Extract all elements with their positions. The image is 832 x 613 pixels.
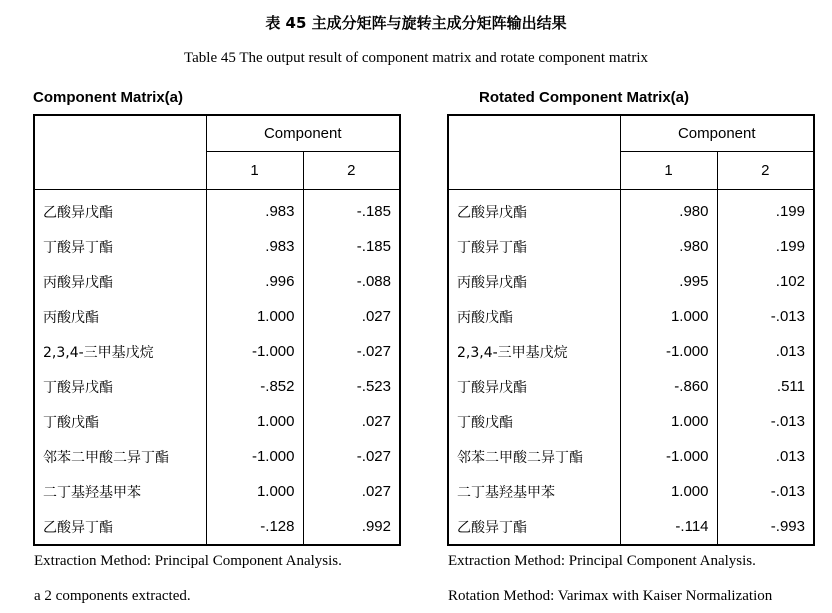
value-component-2: -.185 — [356, 238, 391, 255]
value-component-2: -.027 — [356, 448, 391, 465]
corner-cell — [34, 115, 206, 190]
value-component-2: -.185 — [356, 203, 391, 220]
component-matrix-body — [34, 190, 400, 546]
table-row — [448, 334, 814, 369]
row-label: 乙酸异丁酯 — [448, 509, 620, 545]
table-row — [448, 474, 814, 509]
row-label: 乙酸异丁酯 — [34, 509, 206, 545]
value-component-2: .013 — [775, 448, 805, 465]
table-row — [448, 509, 814, 545]
row-label: 丁酸异丁酯 — [448, 229, 620, 264]
value-component-1: 1.000 — [620, 404, 717, 439]
value-component-1: -.852 — [206, 369, 303, 404]
table-row — [34, 369, 400, 404]
value-component-1: -1.000 — [206, 334, 303, 369]
value-component-1: .996 — [206, 264, 303, 299]
row-label: 丁酸异丁酯 — [34, 229, 206, 264]
value-component-2: .027 — [361, 413, 391, 430]
table-row — [34, 334, 400, 369]
row-label: 乙酸异戊酯 — [34, 190, 206, 230]
row-label: 丁酸异戊酯 — [34, 369, 206, 404]
value-component-1: -.128 — [206, 509, 303, 545]
table-row — [34, 509, 400, 545]
value-component-2: .199 — [775, 238, 805, 255]
table-row — [448, 229, 814, 264]
row-label: 乙酸异戊酯 — [448, 190, 620, 230]
component-matrix-title: Component Matrix(a) — [33, 89, 183, 106]
table-title-chinese: 表 45 主成分矩阵与旋转主成分矩阵输出结果 — [265, 14, 567, 32]
row-label: 丙酸异戊酯 — [448, 264, 620, 299]
corner-cell — [448, 115, 620, 190]
table-row — [34, 229, 400, 264]
row-label: 二丁基羟基甲苯 — [34, 474, 206, 509]
row-label: 邻苯二甲酸二异丁酯 — [448, 439, 620, 474]
row-label: 二丁基羟基甲苯 — [448, 474, 620, 509]
table-row — [34, 439, 400, 474]
table-row — [448, 264, 814, 299]
table-row — [34, 404, 400, 439]
rotated-matrix-panel — [447, 88, 815, 546]
table-row — [448, 404, 814, 439]
value-component-2: .013 — [775, 343, 805, 360]
value-component-2: .511 — [776, 378, 805, 395]
row-label: 丁酸戊酯 — [34, 404, 206, 439]
table-row — [448, 190, 814, 230]
rotated-matrix-body — [448, 190, 814, 546]
component-matrix-table — [33, 114, 401, 546]
value-component-1: 1.000 — [620, 474, 717, 509]
value-component-1: 1.000 — [206, 474, 303, 509]
value-component-1: -1.000 — [620, 439, 717, 474]
extraction-method-note: Extraction Method: Principal Component Analysis. — [34, 553, 342, 569]
value-component-1: .980 — [620, 229, 717, 264]
value-component-2: -.013 — [770, 483, 805, 500]
value-component-1: 1.000 — [620, 299, 717, 334]
table-row — [34, 474, 400, 509]
rotated-extraction-method-note: Extraction Method: Principal Component Analysis. — [448, 553, 756, 569]
column-header-2: 2 — [717, 152, 814, 190]
components-extracted-note: a 2 components extracted. — [34, 588, 191, 604]
value-component-2: -.027 — [356, 343, 391, 360]
rotated-matrix-table — [447, 114, 815, 546]
table-row — [34, 264, 400, 299]
column-header-1: 1 — [620, 152, 717, 190]
value-component-2: -.088 — [356, 273, 391, 290]
table-title-english: Table 45 The output result of component matrix and rotate component matrix — [184, 50, 648, 66]
component-header: Component — [206, 115, 400, 152]
value-component-1: -.114 — [620, 509, 717, 545]
value-component-2: .199 — [775, 203, 805, 220]
value-component-2: -.013 — [770, 413, 805, 430]
component-header: Component — [620, 115, 814, 152]
row-label: 2,3,4-三甲基戊烷 — [34, 334, 206, 369]
value-component-1: -1.000 — [620, 334, 717, 369]
value-component-2: -.523 — [356, 378, 391, 395]
component-matrix-panel — [33, 88, 401, 546]
row-label: 丙酸戊酯 — [34, 299, 206, 334]
value-component-1: 1.000 — [206, 299, 303, 334]
rotated-matrix-title: Rotated Component Matrix(a) — [479, 89, 689, 106]
row-label: 丁酸异戊酯 — [448, 369, 620, 404]
value-component-1: .995 — [620, 264, 717, 299]
value-component-2: -.013 — [770, 308, 805, 325]
value-component-1: -.860 — [620, 369, 717, 404]
value-component-2: .027 — [361, 308, 391, 325]
row-label: 丙酸异戊酯 — [34, 264, 206, 299]
row-label: 丙酸戊酯 — [448, 299, 620, 334]
value-component-1: .983 — [206, 190, 303, 230]
value-component-1: 1.000 — [206, 404, 303, 439]
table-row — [448, 369, 814, 404]
table-row — [34, 299, 400, 334]
rotation-method-note: Rotation Method: Varimax with Kaiser Normalization — [448, 588, 773, 604]
table-row — [448, 439, 814, 474]
value-component-2: .102 — [775, 273, 805, 290]
row-label: 邻苯二甲酸二异丁酯 — [34, 439, 206, 474]
value-component-2: .992 — [361, 518, 391, 535]
value-component-2: .027 — [361, 483, 391, 500]
value-component-1: .983 — [206, 229, 303, 264]
table-row — [448, 299, 814, 334]
value-component-2: -.993 — [770, 518, 805, 535]
value-component-1: -1.000 — [206, 439, 303, 474]
value-component-1: .980 — [620, 190, 717, 230]
column-header-1: 1 — [206, 152, 303, 190]
column-header-2: 2 — [303, 152, 400, 190]
row-label: 2,3,4-三甲基戊烷 — [448, 334, 620, 369]
row-label: 丁酸戊酯 — [448, 404, 620, 439]
table-row — [34, 190, 400, 230]
